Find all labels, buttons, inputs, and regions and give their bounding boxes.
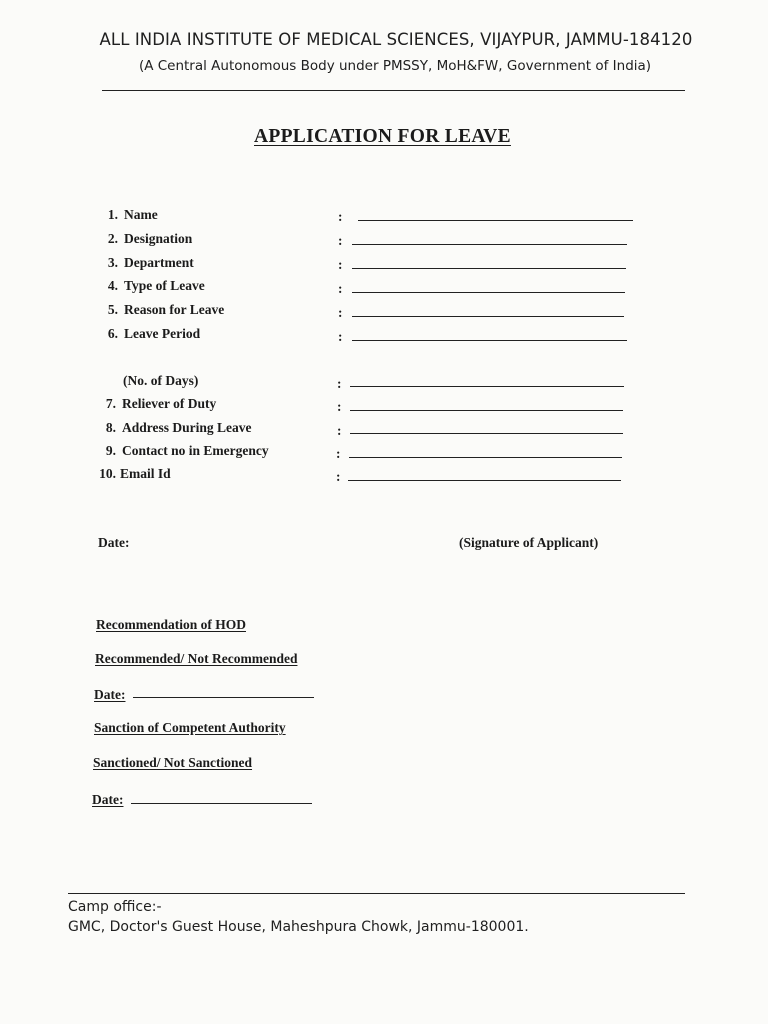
field-label: Leave Period	[124, 326, 201, 341]
authority-date-label: Date:	[92, 792, 124, 807]
field-label: Department	[124, 255, 194, 270]
footer-divider	[68, 893, 685, 894]
institute-subtitle: (A Central Autonomous Body under PMSSY, MoH&FW, Government of India)	[138, 58, 652, 74]
field-number: 4.	[107, 278, 118, 293]
field-number: 1.	[107, 207, 118, 222]
field-label: Type of Leave	[124, 278, 205, 293]
authority-status: Sanctioned/ Not Sanctioned	[93, 755, 253, 770]
name-blank-line[interactable]	[358, 220, 633, 221]
field-colon: :	[338, 305, 343, 320]
field-number: 3.	[107, 255, 118, 270]
field-colon: :	[338, 233, 343, 248]
reliever-blank-line[interactable]	[350, 410, 623, 411]
type-of-leave-blank-line[interactable]	[352, 292, 625, 293]
contact-blank-line[interactable]	[349, 457, 622, 458]
designation-blank-line[interactable]	[352, 244, 627, 245]
no-of-days-blank-line[interactable]	[350, 386, 624, 387]
email-blank-line[interactable]	[348, 480, 621, 481]
institute-name: ALL INDIA INSTITUTE OF MEDICAL SCIENCES, VIJAYPUR, JAMMU-184120	[99, 30, 693, 49]
field-colon: :	[336, 446, 341, 461]
signature-label: (Signature of Applicant)	[459, 535, 599, 550]
leave-period-blank-line[interactable]	[352, 340, 627, 341]
reason-blank-line[interactable]	[352, 316, 624, 317]
department-blank-line[interactable]	[352, 268, 626, 269]
field-colon: :	[338, 329, 343, 344]
address-blank-line[interactable]	[350, 433, 623, 434]
field-label: Contact no in Emergency	[122, 443, 269, 458]
field-colon: :	[337, 423, 342, 438]
field-colon: :	[336, 469, 341, 484]
hod-status: Recommended/ Not Recommended	[95, 651, 298, 666]
field-label: Name	[124, 207, 158, 222]
field-label: Reliever of Duty	[122, 396, 217, 411]
applicant-date-label: Date:	[98, 535, 130, 550]
form-title: APPLICATION FOR LEAVE	[254, 126, 511, 147]
hod-heading: Recommendation of HOD	[96, 617, 246, 632]
hod-date-blank-line[interactable]	[133, 697, 314, 698]
hod-date-label: Date:	[94, 687, 126, 702]
field-label: Address During Leave	[122, 420, 252, 435]
field-colon: :	[338, 281, 343, 296]
field-label: (No. of Days)	[123, 373, 199, 388]
field-number: 5.	[107, 302, 118, 317]
authority-date-blank-line[interactable]	[131, 803, 312, 804]
field-colon: :	[337, 376, 342, 391]
field-label: Reason for Leave	[124, 302, 225, 317]
field-number: 7.	[105, 396, 116, 411]
field-number: 8.	[105, 420, 116, 435]
field-number: 6.	[107, 326, 118, 341]
field-colon: :	[337, 399, 342, 414]
field-label: Designation	[124, 231, 193, 246]
camp-office-address: GMC, Doctor's Guest House, Maheshpura Chowk, Jammu-180001.	[68, 919, 529, 935]
field-number: 2.	[107, 231, 118, 246]
camp-office-label: Camp office:-	[68, 899, 162, 915]
field-colon: :	[338, 209, 343, 224]
header-divider	[102, 90, 685, 91]
field-label: Email Id	[120, 466, 171, 481]
authority-heading: Sanction of Competent Authority	[94, 720, 286, 735]
field-number: 10.	[99, 466, 116, 481]
field-colon: :	[338, 257, 343, 272]
field-number: 9.	[105, 443, 116, 458]
